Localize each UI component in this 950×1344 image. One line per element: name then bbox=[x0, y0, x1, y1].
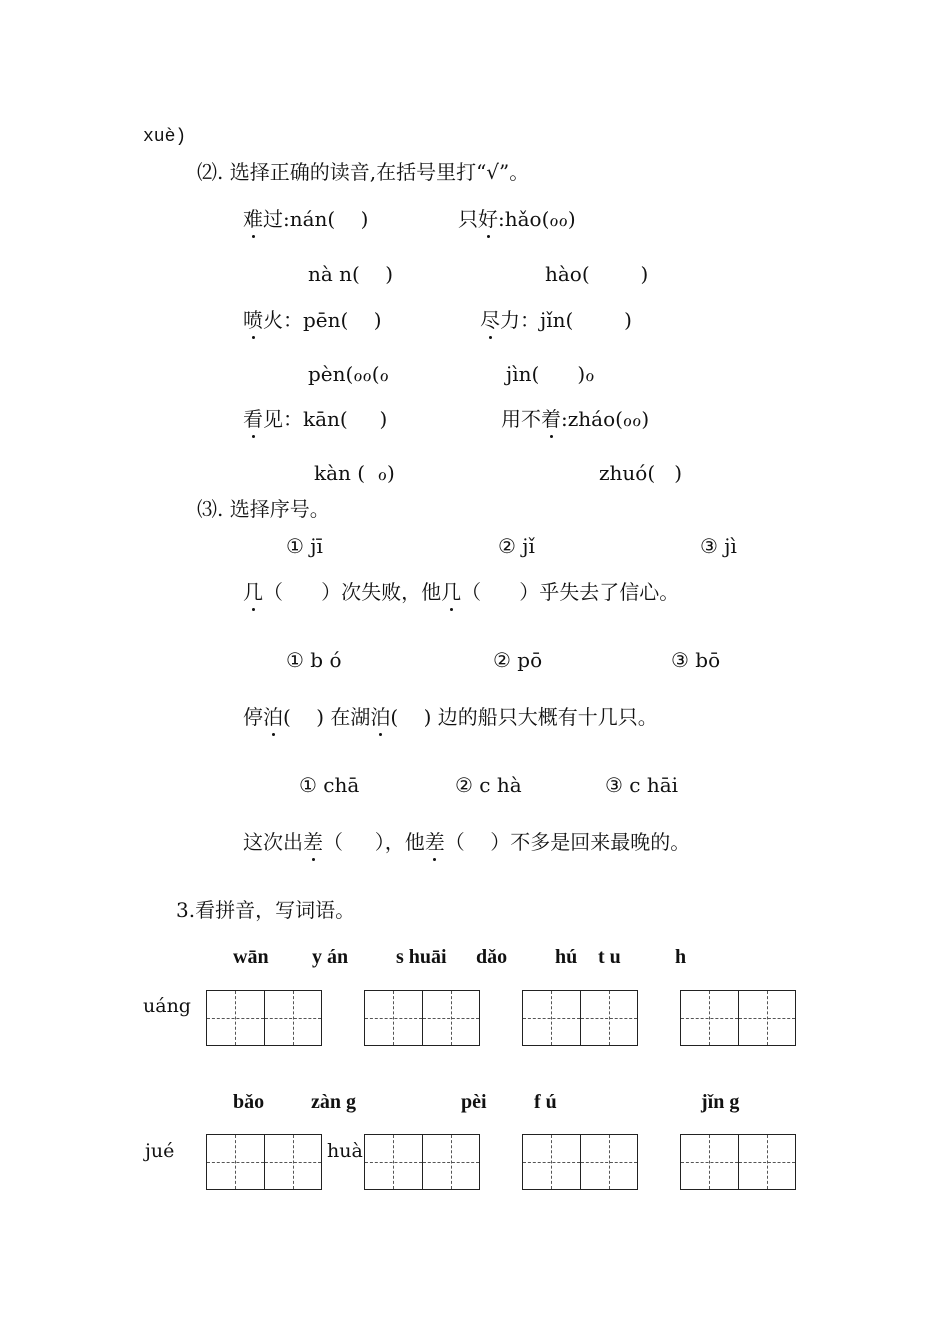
q2-item2-alt2: jìn( )ℴ bbox=[506, 362, 595, 386]
q3-title bbox=[197, 499, 330, 519]
grid-cell[interactable] bbox=[207, 991, 265, 1045]
grid-cell[interactable] bbox=[265, 1135, 322, 1189]
dotted-char: 好 bbox=[478, 207, 498, 231]
row2-pinyin-2: zàn g bbox=[311, 1091, 356, 1113]
q2-item1-word1: 难过:nán( ) bbox=[243, 207, 369, 231]
grid-cell[interactable] bbox=[739, 991, 796, 1045]
grid-cell[interactable] bbox=[681, 1135, 739, 1189]
writing-grid[interactable] bbox=[364, 990, 480, 1046]
section3-title: 3.看拼音，写词语。 bbox=[176, 898, 356, 922]
writing-grid[interactable] bbox=[680, 990, 796, 1046]
writing-grid[interactable] bbox=[680, 1134, 796, 1190]
dotted-char: 尽 bbox=[480, 308, 500, 332]
row2-pinyin-1: bǎo bbox=[233, 1091, 265, 1113]
dotted-char: 差 bbox=[303, 830, 323, 854]
grid-cell[interactable] bbox=[423, 1135, 480, 1189]
q3-g3-option1: ① chā bbox=[299, 773, 360, 797]
grid-cell[interactable] bbox=[739, 1135, 796, 1189]
dotted-char: 几 bbox=[441, 580, 462, 604]
row2-side-pinyin-mid: huà bbox=[327, 1140, 363, 1162]
q2-item3-word2: 用不着:zháo(ℴℴ) bbox=[501, 407, 650, 431]
row2-side-pinyin-left: jué bbox=[145, 1140, 175, 1162]
q3-title-text: 选择序号。 bbox=[229, 497, 330, 521]
row1-pinyin-4: dǎo bbox=[476, 946, 508, 968]
q2-item3-word1: 看见：kān( ) bbox=[243, 407, 388, 431]
row1-side-pinyin: uáng bbox=[143, 995, 191, 1017]
q3-g1-option3: ③ jì bbox=[700, 534, 737, 558]
grid-cell[interactable] bbox=[523, 1135, 581, 1189]
row1-pinyin-5: hú bbox=[555, 946, 578, 968]
grid-cell[interactable] bbox=[207, 1135, 265, 1189]
writing-grid[interactable] bbox=[364, 1134, 480, 1190]
q3-g1-option1: ① jī bbox=[286, 534, 323, 558]
q2-item2-word1: 喷火：pēn( ) bbox=[243, 308, 382, 332]
writing-grid[interactable] bbox=[206, 990, 322, 1046]
q3-g3-sentence: 这次出差（ ），他差（ ）不多是回来最晚的。 bbox=[243, 830, 691, 854]
q3-g3-option2: ② c hà bbox=[455, 773, 522, 797]
row1-pinyin-2: y án bbox=[312, 946, 349, 968]
dotted-char: 泊 bbox=[263, 705, 283, 729]
q2-item1-alt1: nà n( ) bbox=[308, 262, 394, 286]
row1-pinyin-6: t u bbox=[598, 946, 621, 968]
q2-item3-alt1: kàn ( ℴ) bbox=[314, 461, 395, 485]
row1-pinyin-1: wān bbox=[233, 946, 269, 968]
grid-cell[interactable] bbox=[365, 1135, 423, 1189]
dotted-char: 泊 bbox=[370, 705, 391, 729]
writing-grid[interactable] bbox=[206, 1134, 322, 1190]
grid-cell[interactable] bbox=[265, 991, 322, 1045]
row2-pinyin-5: jǐn g bbox=[701, 1091, 740, 1113]
grid-cell[interactable] bbox=[581, 991, 638, 1045]
grid-cell[interactable] bbox=[581, 1135, 638, 1189]
q2-item3-alt2: zhuó( ) bbox=[599, 461, 683, 485]
grid-cell[interactable] bbox=[681, 991, 739, 1045]
q3-g2-option2: ② pō bbox=[493, 648, 543, 672]
q3-g2-option3: ③ bō bbox=[671, 648, 721, 672]
top-fragment: xuè) bbox=[143, 127, 187, 147]
dotted-char: 差 bbox=[424, 830, 445, 854]
dotted-char: 着 bbox=[541, 407, 561, 431]
dotted-char: 难 bbox=[243, 207, 263, 231]
row1-pinyin-7: h bbox=[675, 946, 687, 968]
grid-cell[interactable] bbox=[523, 991, 581, 1045]
q3-g1-sentence: 几（ ）次失败，他几（ ）乎失去了信心。 bbox=[243, 580, 680, 604]
q2-item2-word2: 尽力：jǐn( ) bbox=[480, 308, 632, 332]
dotted-char: 几 bbox=[243, 580, 263, 604]
q2-item1-alt2: hào( ) bbox=[545, 262, 649, 286]
q3-number: ⑶. bbox=[197, 497, 224, 521]
q2-item1-word2: 只好:hǎo(ℴℴ) bbox=[458, 207, 576, 231]
q3-g2-option1: ① b ó bbox=[286, 648, 342, 672]
row1-pinyin-3: s huāi bbox=[396, 946, 447, 968]
q3-g1-option2: ② jǐ bbox=[498, 534, 535, 558]
q3-g3-option3: ③ c hāi bbox=[605, 773, 679, 797]
dotted-char: 看 bbox=[243, 407, 263, 431]
q2-number: ⑵. bbox=[197, 160, 224, 184]
dotted-char: 喷 bbox=[243, 308, 263, 332]
row2-pinyin-3: pèi bbox=[461, 1091, 487, 1113]
q2-title-text: 选择正确的读音,在括号里打“√”。 bbox=[229, 160, 530, 184]
writing-grid[interactable] bbox=[522, 1134, 638, 1190]
q2-title bbox=[197, 162, 529, 182]
q2-item2-alt1: pèn(ℴℴ(ℴ bbox=[308, 362, 389, 386]
writing-grid[interactable] bbox=[522, 990, 638, 1046]
q3-g2-sentence: 停泊( ) 在湖泊( ) 边的船只大概有十几只。 bbox=[243, 705, 658, 729]
grid-cell[interactable] bbox=[423, 991, 480, 1045]
grid-cell[interactable] bbox=[365, 991, 423, 1045]
row2-pinyin-4: f ú bbox=[534, 1091, 557, 1113]
